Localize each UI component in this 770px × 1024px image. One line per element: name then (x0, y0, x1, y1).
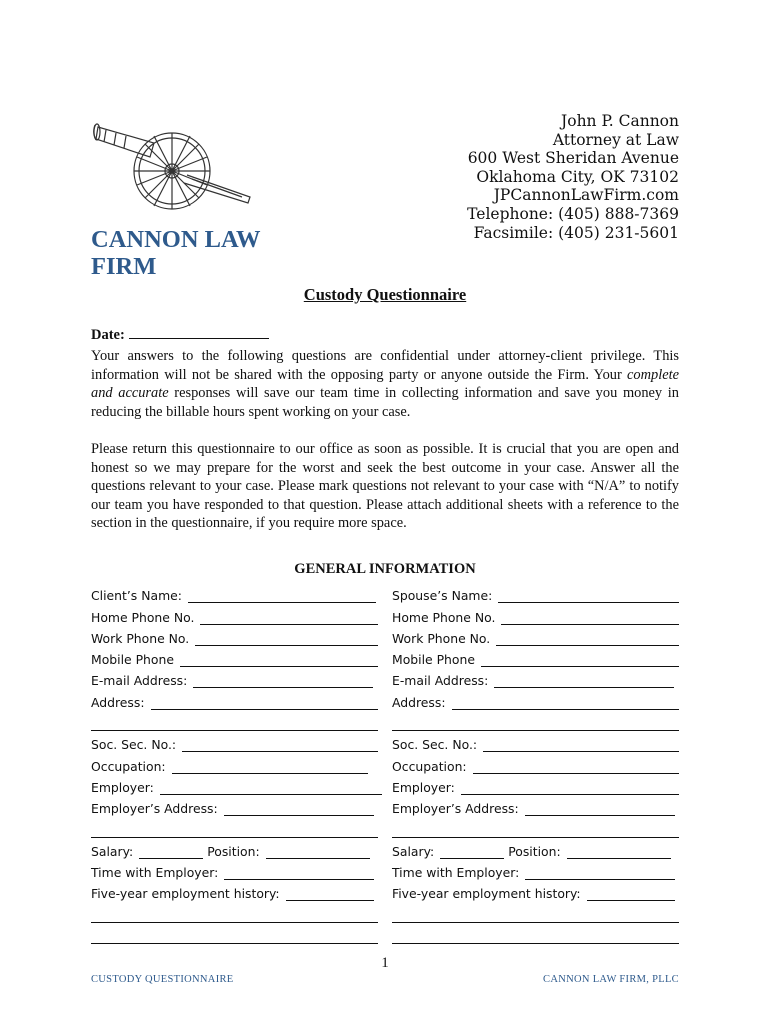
fill-line[interactable] (494, 673, 674, 688)
client-email-field[interactable] (91, 667, 378, 688)
client-history-field[interactable] (91, 880, 378, 901)
fill-line[interactable] (286, 886, 374, 901)
fill-line[interactable] (392, 716, 679, 731)
spouse-time-with-employer-field[interactable] (392, 859, 679, 880)
spouse-work-phone-field[interactable] (392, 625, 679, 646)
client-address-line-2[interactable] (91, 710, 378, 731)
field-label: Soc. Sec. No.: (392, 737, 478, 753)
spouse-employer-address-line-2[interactable] (392, 816, 679, 837)
field-label: Employer: (91, 779, 154, 795)
field-label: Home Phone No. (91, 609, 195, 625)
fill-line[interactable] (473, 759, 679, 774)
city-state-zip: Oklahoma City, OK 73102 (476, 167, 679, 186)
website: JPCannonLawFirm.com (493, 186, 679, 205)
field-label: Address: (91, 694, 145, 710)
spouse-column (392, 582, 679, 944)
spouse-address-line-2[interactable] (392, 710, 679, 731)
field-label: Work Phone No. (91, 630, 190, 646)
field-label: Five-year employment history: (91, 886, 280, 902)
intro-emphasis: complete and accurate (91, 366, 679, 402)
fill-line[interactable] (392, 823, 679, 838)
fill-line[interactable] (392, 908, 679, 923)
spouse-occupation-field[interactable] (392, 752, 679, 773)
fill-line[interactable] (151, 695, 378, 710)
fill-line[interactable] (392, 929, 679, 944)
spouse-history-line-2[interactable] (392, 901, 679, 922)
client-column (91, 582, 378, 944)
spouse-history-field[interactable] (392, 880, 679, 901)
field-label: Employer’s Address: (392, 801, 519, 817)
cannon-icon (92, 113, 254, 219)
client-work-phone-field[interactable] (91, 625, 378, 646)
fill-line[interactable] (452, 695, 679, 710)
field-label: Position: (207, 843, 260, 859)
date-label: Date: (91, 327, 125, 343)
telephone: Telephone: (405) 888-7369 (467, 204, 679, 223)
spouse-address-field[interactable] (392, 688, 679, 709)
fill-line[interactable] (91, 716, 378, 731)
field-label: Home Phone No. (392, 609, 496, 625)
intro-text-a: Your answers to the following questions are confidential under attorney-client privilege. This information will not be shared with the opposing party or anyone outside the Firm. Your (91, 348, 679, 383)
fill-line[interactable] (481, 652, 679, 667)
field-label: Client’s Name: (91, 588, 182, 604)
field-label: Five-year employment history: (392, 886, 581, 902)
attorney-title: Attorney at Law (552, 130, 679, 149)
document-title: Custody Questionnaire (303, 285, 467, 304)
spouse-home-phone-field[interactable] (392, 603, 679, 624)
field-label: Mobile Phone (91, 652, 174, 668)
fill-line[interactable] (193, 673, 373, 688)
fill-line[interactable] (91, 908, 378, 923)
fill-line[interactable] (461, 780, 679, 795)
fill-line[interactable] (567, 844, 671, 859)
spouse-employer-address-field[interactable] (392, 795, 679, 816)
fill-line[interactable] (498, 588, 679, 603)
fill-line[interactable] (160, 780, 382, 795)
fill-line[interactable] (224, 801, 374, 816)
fill-line[interactable] (224, 865, 374, 880)
client-history-line-2[interactable] (91, 901, 378, 922)
fill-line[interactable] (266, 844, 370, 859)
fill-line[interactable] (587, 886, 675, 901)
street-address: 600 West Sheridan Avenue (467, 149, 679, 168)
intro-text-b: responses will save our team time in collecting information and save you money in reducing the billable hours spent working on your case. (91, 385, 679, 420)
attorney-name: John P. Cannon (561, 112, 679, 130)
letterhead (467, 112, 679, 242)
field-label: Time with Employer: (392, 865, 520, 881)
fill-line[interactable] (182, 737, 378, 752)
client-mobile-field[interactable] (91, 646, 378, 667)
client-address-field[interactable] (91, 688, 378, 709)
field-label: Employer’s Address: (91, 801, 218, 817)
spouse-email-field[interactable] (392, 667, 679, 688)
client-history-line-3[interactable] (91, 923, 378, 944)
fill-line[interactable] (91, 823, 378, 838)
field-label: Occupation: (91, 758, 166, 774)
fill-line[interactable] (188, 588, 376, 603)
client-time-with-employer-field[interactable] (91, 859, 378, 880)
spouse-employer-field[interactable] (392, 774, 679, 795)
firm-name: CANNON LAW FIRM (91, 226, 261, 280)
footer-right: CANNON LAW FIRM, PLLC (543, 974, 679, 985)
client-name-field[interactable] (91, 582, 378, 603)
client-employer-address-field[interactable] (91, 795, 378, 816)
page-number: 1 (381, 955, 389, 971)
fill-line[interactable] (525, 801, 675, 816)
fill-line[interactable] (139, 844, 203, 859)
field-label: Work Phone No. (392, 630, 491, 646)
client-salary-position-field[interactable] (91, 838, 378, 859)
fill-line[interactable] (91, 929, 378, 944)
field-label: E-mail Address: (392, 673, 489, 689)
client-employer-address-line-2[interactable] (91, 816, 378, 837)
field-label: Position: (508, 843, 561, 859)
facsimile: Facsimile: (405) 231-5601 (473, 223, 679, 242)
field-label: Salary: (392, 843, 435, 859)
fill-line[interactable] (200, 610, 378, 625)
fill-line[interactable] (525, 865, 675, 880)
field-label: Spouse’s Name: (392, 588, 493, 604)
field-label: Occupation: (392, 758, 467, 774)
spouse-ssn-field[interactable] (392, 731, 679, 752)
field-label: Time with Employer: (91, 865, 219, 881)
field-label: Address: (392, 694, 446, 710)
intro-paragraph-2: Please return this questionnaire to our office as soon as possible. It is crucial that you are open and honest so we may prepare for the worst and seek the best outcome in your case. Answer all the questions relevant to your case. Please mark questions not relevant to your case with “N/A” to notify our team you have responded to that question. Please attach additional sheets with a reference to the section in the questionnaire, if you require more space. (91, 441, 679, 532)
fill-line[interactable] (172, 759, 368, 774)
field-label: Salary: (91, 843, 134, 859)
spouse-salary-position-field[interactable] (392, 838, 679, 859)
date-field[interactable] (91, 326, 269, 344)
fill-line[interactable] (180, 652, 378, 667)
fill-line[interactable] (195, 631, 378, 646)
field-label: E-mail Address: (91, 673, 188, 689)
client-employer-field[interactable] (91, 774, 378, 795)
field-label: Soc. Sec. No.: (91, 737, 177, 753)
section-title: GENERAL INFORMATION (294, 561, 476, 577)
fill-line[interactable] (483, 737, 679, 752)
fill-line[interactable] (501, 610, 679, 625)
spouse-mobile-field[interactable] (392, 646, 679, 667)
client-occupation-field[interactable] (91, 752, 378, 773)
field-label: Employer: (392, 779, 455, 795)
client-home-phone-field[interactable] (91, 603, 378, 624)
spouse-name-field[interactable] (392, 582, 679, 603)
fill-line[interactable] (496, 631, 679, 646)
spouse-history-line-3[interactable] (392, 923, 679, 944)
field-label: Mobile Phone (392, 652, 475, 668)
intro-paragraph-1 (91, 347, 679, 421)
date-blank[interactable] (129, 326, 269, 339)
fill-line[interactable] (440, 844, 504, 859)
client-ssn-field[interactable] (91, 731, 378, 752)
footer-left: CUSTODY QUESTIONNAIRE (91, 974, 234, 985)
